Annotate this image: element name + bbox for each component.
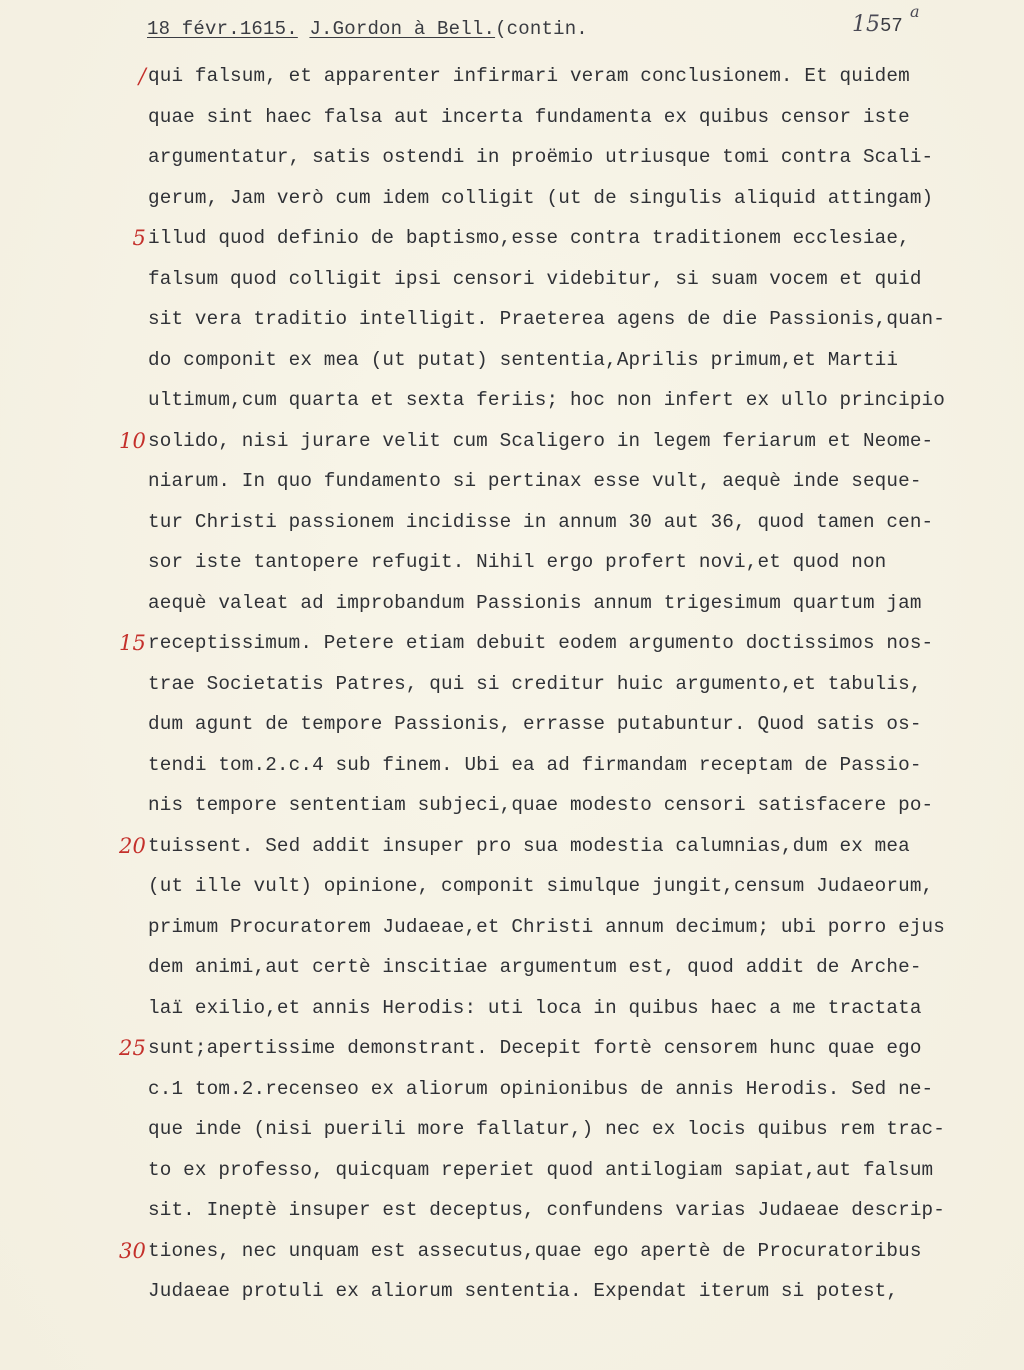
line-text: illud quod definio de baptismo,esse contra traditionem ecclesiae, [148,227,910,249]
line-text: solido, nisi jurare velit cum Scaligero in legem feriarum et Neome- [148,429,934,452]
line-text: argumentatur, satis ostendi in proëmio utriusque tomi contra Scali- [148,146,934,168]
text-line [148,502,1008,543]
text-line [148,947,1008,988]
text-line [148,461,1008,502]
header-author: J.Gordon à Bell. [309,18,496,40]
line-text: sit vera traditio intelligit. Praeterea agens de die Passionis,quan- [148,308,946,330]
text-line [148,340,1008,381]
text-line [148,259,1008,300]
line-number-marker: / [138,64,146,88]
text-line [148,664,1008,705]
line-text: tiones, nec unquam est assecutus,quae ego apertè de Procuratoribus [148,1239,922,1262]
text-line [118,1231,1008,1272]
line-text: tendi tom.2.c.4 sub finem. Ubi ea ad firmandam receptam de Passio- [148,753,922,776]
line-text: tuissent. Sed addit insuper pro sua modestia calumnias,dum ex mea [148,834,910,857]
text-line [148,745,1008,786]
header-note: (contin. [495,18,588,40]
line-text: c.1 tom.2.recenseo ex aliorum opinionibus de annis Herodis. Sed ne- [148,1077,934,1100]
line-text: laï exilio,et annis Herodis: uti loca in quibus haec a me tractata [148,996,922,1019]
text-line [138,56,1008,97]
line-text: quae sint haec falsa aut incerta fundamenta ex quibus censor iste [148,105,910,128]
folio-handwritten: 15 [852,12,880,37]
folio-typed: 57 [880,15,903,37]
text-line [148,907,1008,948]
text-line [148,299,1008,340]
line-text: primum Procuratorem Judaeae,et Christi annum decimum; ubi porro ejus [148,915,946,938]
line-number-marker: 5 [132,226,146,250]
line-text: niarum. In quo fundamento si pertinax esse vult, aequè inde seque- [148,470,922,492]
line-text: sunt;apertissime demonstrant. Decepit fortè censorem hunc quae ego [148,1037,922,1059]
line-text: aequè valeat ad improbandum Passionis annum trigesimum quartum jam [148,591,922,614]
line-text: falsum quod colligit ipsi censori videbitur, si suam vocem et quid [148,267,922,290]
text-line [148,178,1008,219]
text-line [118,1028,1008,1069]
text-line [148,583,1008,624]
line-text: (ut ille vult) opinione, componit simulque jungit,censum Judaeorum, [148,875,934,897]
text-line [148,137,1008,178]
line-text: sor iste tantopere refugit. Nihil ergo profert novi,et quod non [148,551,887,573]
text-line [132,218,1008,259]
text-line [148,97,1008,138]
line-text: nis tempore sententiam subjeci,quae modesto censori satisfacere po- [148,794,934,816]
line-number-marker: 10 [118,428,146,453]
line-text: trae Societatis Patres, qui si creditur huic argumento,et tabulis, [148,672,922,695]
text-line [148,1069,1008,1110]
line-text: tur Christi passionem incidisse in annum 30 aut 36, quod tamen cen- [148,510,934,533]
header-date: 18 févr.1615. [147,18,298,40]
line-text: to ex professo, quicquam reperiet quod antilogiam sapiat,aut falsum [148,1158,934,1181]
page-header [147,18,588,40]
text-line [148,866,1008,907]
folio-number [852,2,920,37]
text-line [148,785,1008,826]
text-line [148,380,1008,421]
text-line [118,826,1008,867]
text-line [148,1271,1008,1312]
text-line [118,623,1008,664]
line-number-marker: 30 [118,1238,146,1263]
line-number-marker: 20 [118,833,146,858]
line-text: sit. Ineptè insuper est deceptus, confundens varias Judaeae descrip- [148,1199,946,1221]
text-line [148,704,1008,745]
text-line [148,1190,1008,1231]
text-line [148,542,1008,583]
text-line [118,421,1008,462]
text-line [148,988,1008,1029]
line-text: Judaeae protuli ex aliorum sententia. Expendat iterum si potest, [148,1280,899,1302]
line-number-marker: 25 [118,1036,146,1060]
line-text: gerum, Jam verò cum idem colligit (ut de singulis aliquid attingam) [148,186,934,209]
text-line [148,1109,1008,1150]
folio-suffix: a [910,2,920,21]
transcription-body [118,56,1008,1312]
line-text: dem animi,aut certè inscitiae argumentum est, quod addit de Arche- [148,956,922,978]
line-text: receptissimum. Petere etiam debuit eodem argumento doctissimos nos- [148,632,934,654]
line-text: que inde (nisi puerili more fallatur,) nec ex locis quibus rem trac- [148,1118,946,1140]
line-text: dum agunt de tempore Passionis, errasse putabuntur. Quod satis os- [148,713,922,735]
line-text: ultimum,cum quarta et sexta feriis; hoc non infert ex ullo principio [148,389,946,411]
line-number-marker: 15 [118,631,146,655]
line-text: do componit ex mea (ut putat) sententia,Aprilis primum,et Martii [148,348,899,371]
line-text: qui falsum, et apparenter infirmari veram conclusionem. Et quidem [148,65,910,87]
text-line [148,1150,1008,1191]
